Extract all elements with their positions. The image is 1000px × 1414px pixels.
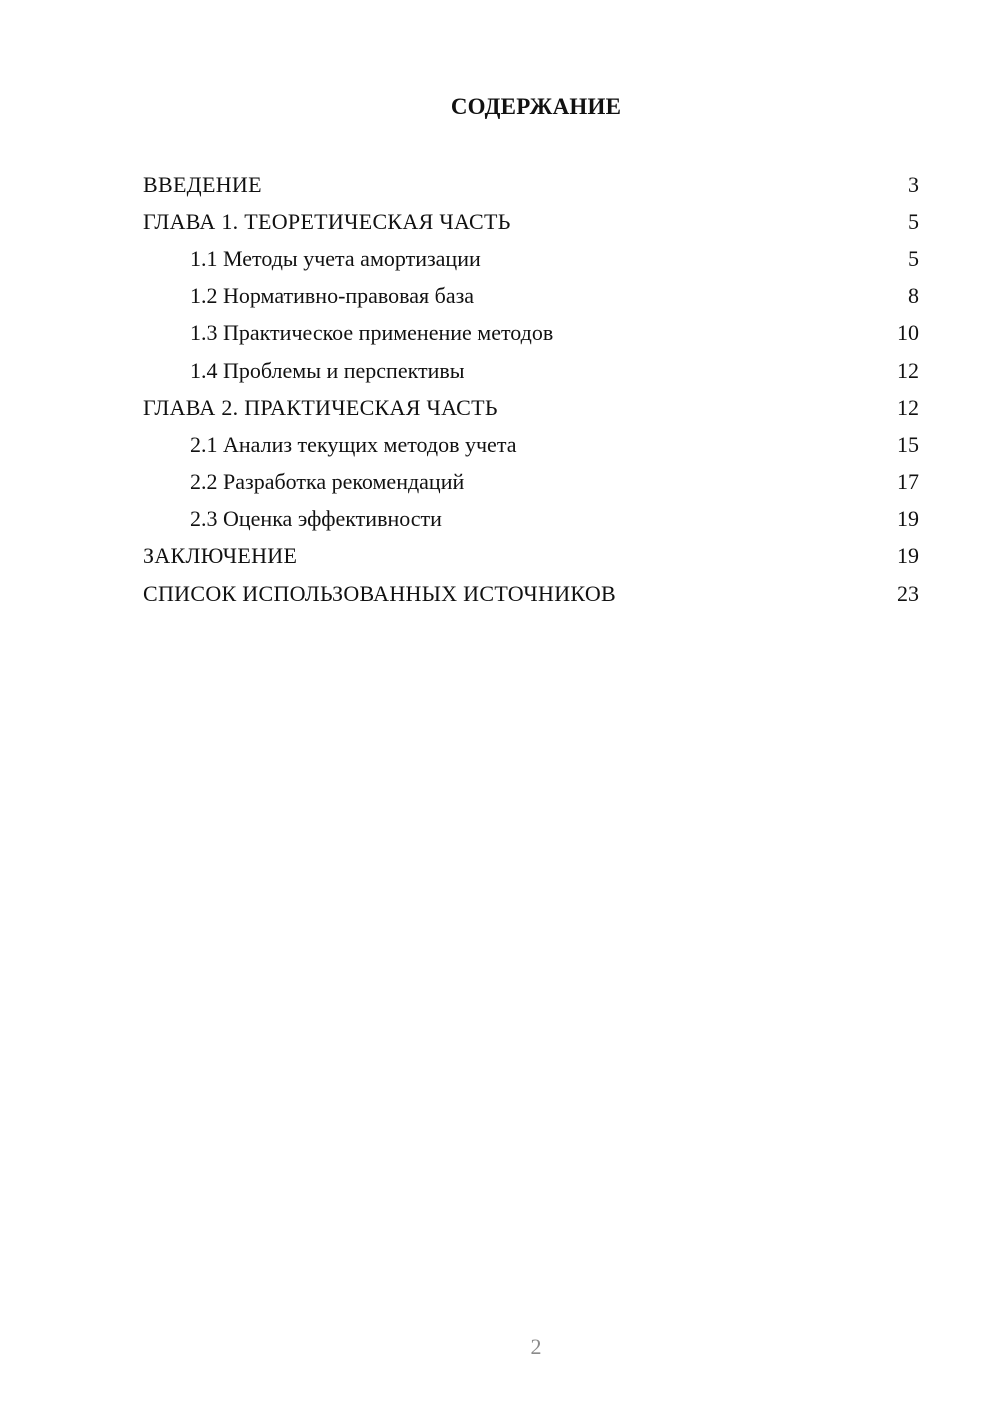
toc-entry-label: СПИСОК ИСПОЛЬЗОВАННЫХ ИСТОЧНИКОВ <box>143 580 616 606</box>
toc-entry-label: 1.2 Нормативно-правовая база <box>190 283 475 309</box>
toc-entry-label: 1.1 Методы учета амортизации <box>190 245 481 271</box>
toc-entry-section-2-1[interactable] <box>143 426 919 463</box>
toc-entry-label: 1.3 Практическое применение методов <box>190 320 554 346</box>
toc-entry-page: 15 <box>897 431 919 457</box>
toc-entry-section-1-2[interactable] <box>143 278 919 315</box>
toc-entry-section-2-3[interactable] <box>143 501 919 538</box>
toc-entry-page: 3 <box>908 171 919 197</box>
page-number: 2 <box>530 1334 542 1359</box>
toc-entry-page: 17 <box>897 469 919 495</box>
toc-title: СОДЕРЖАНИЕ <box>450 94 622 119</box>
toc-entry-section-1-3[interactable] <box>143 315 919 352</box>
toc-entry-page: 5 <box>908 208 919 234</box>
toc-entry-page: 23 <box>897 580 919 606</box>
toc-entry-conclusion[interactable] <box>143 538 919 575</box>
toc-entry-label: 2.3 Оценка эффективности <box>190 506 442 532</box>
toc-entry-label: ГЛАВА 2. ПРАКТИЧЕСКАЯ ЧАСТЬ <box>143 394 498 420</box>
toc-entry-section-1-1[interactable] <box>143 240 919 277</box>
toc-entry-chapter-2[interactable] <box>143 389 919 426</box>
toc-entry-label: ВВЕДЕНИЕ <box>143 171 262 197</box>
toc-entry-introduction[interactable] <box>143 166 919 203</box>
toc-entry-label: 2.2 Разработка рекомендаций <box>190 469 465 495</box>
toc-entry-page: 19 <box>897 543 919 569</box>
toc-entry-page: 12 <box>897 394 919 420</box>
table-of-contents <box>143 166 919 612</box>
toc-entry-section-1-4[interactable] <box>143 352 919 389</box>
toc-entry-page: 5 <box>908 245 919 271</box>
toc-entry-label: 1.4 Проблемы и перспективы <box>190 357 465 383</box>
toc-entry-page: 10 <box>897 320 919 346</box>
toc-entry-page: 8 <box>908 283 919 309</box>
toc-entry-section-2-2[interactable] <box>143 464 919 501</box>
toc-entry-references[interactable] <box>143 575 919 612</box>
toc-entry-label: ГЛАВА 1. ТЕОРЕТИЧЕСКАЯ ЧАСТЬ <box>143 208 511 234</box>
toc-entry-label: 2.1 Анализ текущих методов учета <box>190 431 517 457</box>
toc-entry-label: ЗАКЛЮЧЕНИЕ <box>143 543 298 569</box>
toc-entry-chapter-1[interactable] <box>143 203 919 240</box>
toc-entry-page: 19 <box>897 506 919 532</box>
toc-entry-page: 12 <box>897 357 919 383</box>
